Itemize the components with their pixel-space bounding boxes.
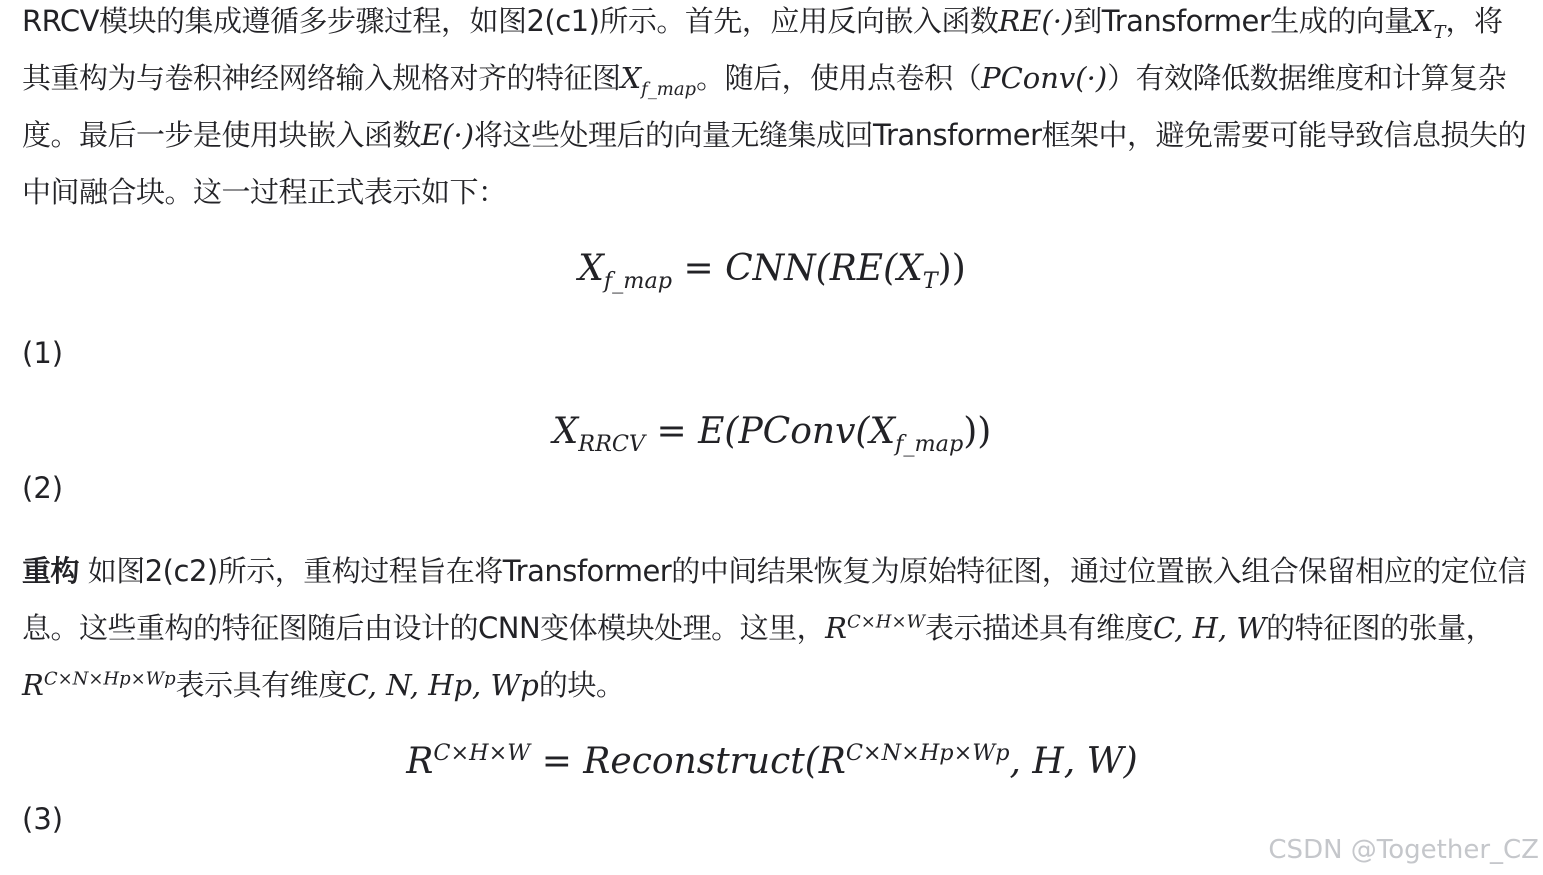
math-e-function: E(·) [421, 118, 475, 152]
equation-1-rhs: = CNN(RE(X [683, 248, 923, 289]
paragraph-2-text-2: 表示描述具有维度 [924, 611, 1153, 645]
math-pconv-function: PConv(·) [981, 61, 1108, 95]
paragraph-2-text-3: 的特征图的张量， [1266, 611, 1495, 645]
math-r-chw-base: R [825, 611, 847, 645]
equation-1-lhs-sub: f_map [603, 268, 673, 295]
math-dims-cnhw: C, N, Hp, Wp [346, 668, 539, 702]
paragraph-1-text-1: RRCV模块的集成遵循多步骤过程，如图2(c1)所示。首先，应用反向嵌入函数 [22, 4, 999, 38]
equation-3-lhs-base: R [406, 741, 434, 782]
section-heading-reconstruct: 重构 [22, 554, 80, 588]
paragraph-1-text-6: 将这些处理后的向量无缝集成回Transformer框架中，避免需要可能导致信息损失的中间融合块。这一过程正式表示如下： [22, 118, 1527, 209]
equation-3-number: (3) [22, 802, 64, 836]
equation-3-rhs-sup: C×N×Hp×Wp [845, 740, 1010, 766]
equation-1-rhs-sub: T [922, 268, 938, 295]
math-dims-chw: C, H, W [1153, 611, 1267, 645]
math-x-t [1412, 4, 1446, 43]
math-re-function: RE(·) [998, 4, 1074, 38]
equation-2-rhs-sub: f_map [895, 431, 964, 458]
paragraph-2-text-5: 的块。 [538, 668, 625, 702]
equation-3 [22, 740, 1522, 784]
paragraph-2-text-1: 如图2(c2)所示，重构过程旨在将Transformer的中间结果恢复为原始特征图，通过位置嵌入组合保留相应的定位信息。这些重构的特征图随后由设计的CNN变体模块处理。这里， [22, 554, 1527, 645]
paragraph-2 [22, 543, 1527, 714]
equation-1 [22, 247, 1522, 295]
equation-3-rhs: = Reconstruct(R [541, 741, 846, 782]
equation-2-rhs: = E(PConv(X [656, 411, 896, 452]
math-r-cnhw-sup: C×N×Hp×Wp [43, 668, 176, 690]
equation-2-rhs-end: )) [963, 411, 992, 452]
math-x-t-sub: T [1433, 21, 1446, 43]
equation-2-lhs-base: X [552, 411, 579, 452]
math-r-chw-sup: C×H×W [846, 611, 925, 633]
equation-1-lhs-base: X [578, 248, 604, 289]
paragraph-2-text-4: 表示具有维度 [175, 668, 347, 702]
math-r-chw [825, 611, 925, 645]
paragraph-1-text-3: ，将其重构为与卷积神经网络输入规格对齐的特征图 [22, 4, 1503, 95]
math-r-cnhw [22, 668, 176, 702]
equation-2-lhs-sub: RRCV [578, 431, 646, 458]
equation-3-lhs-sup: C×H×W [433, 740, 531, 766]
math-x-fmap-base: X [620, 61, 642, 95]
equation-1-number: (1) [22, 336, 64, 370]
csdn-watermark: CSDN @Together_CZ [1268, 835, 1539, 865]
math-x-t-base: X [1412, 4, 1434, 38]
equation-3-rhs-end: , H, W) [1009, 741, 1138, 782]
paragraph-1-text-2: 到Transformer生成的向量 [1073, 4, 1413, 38]
math-x-fmap [620, 61, 697, 100]
math-x-fmap-sub: f_map [641, 78, 697, 100]
paragraph-1-text-5: ）有效降低数据维度和计算复杂度。最后一步是使用块嵌入函数 [22, 61, 1507, 152]
equation-2 [22, 410, 1522, 458]
equation-1-rhs-end: )) [937, 248, 966, 289]
equation-2-number: (2) [22, 471, 64, 505]
paragraph-1-text-4: 。随后，使用点卷积（ [696, 61, 982, 95]
math-r-cnhw-base: R [22, 668, 44, 702]
paragraph-1 [22, 0, 1527, 221]
